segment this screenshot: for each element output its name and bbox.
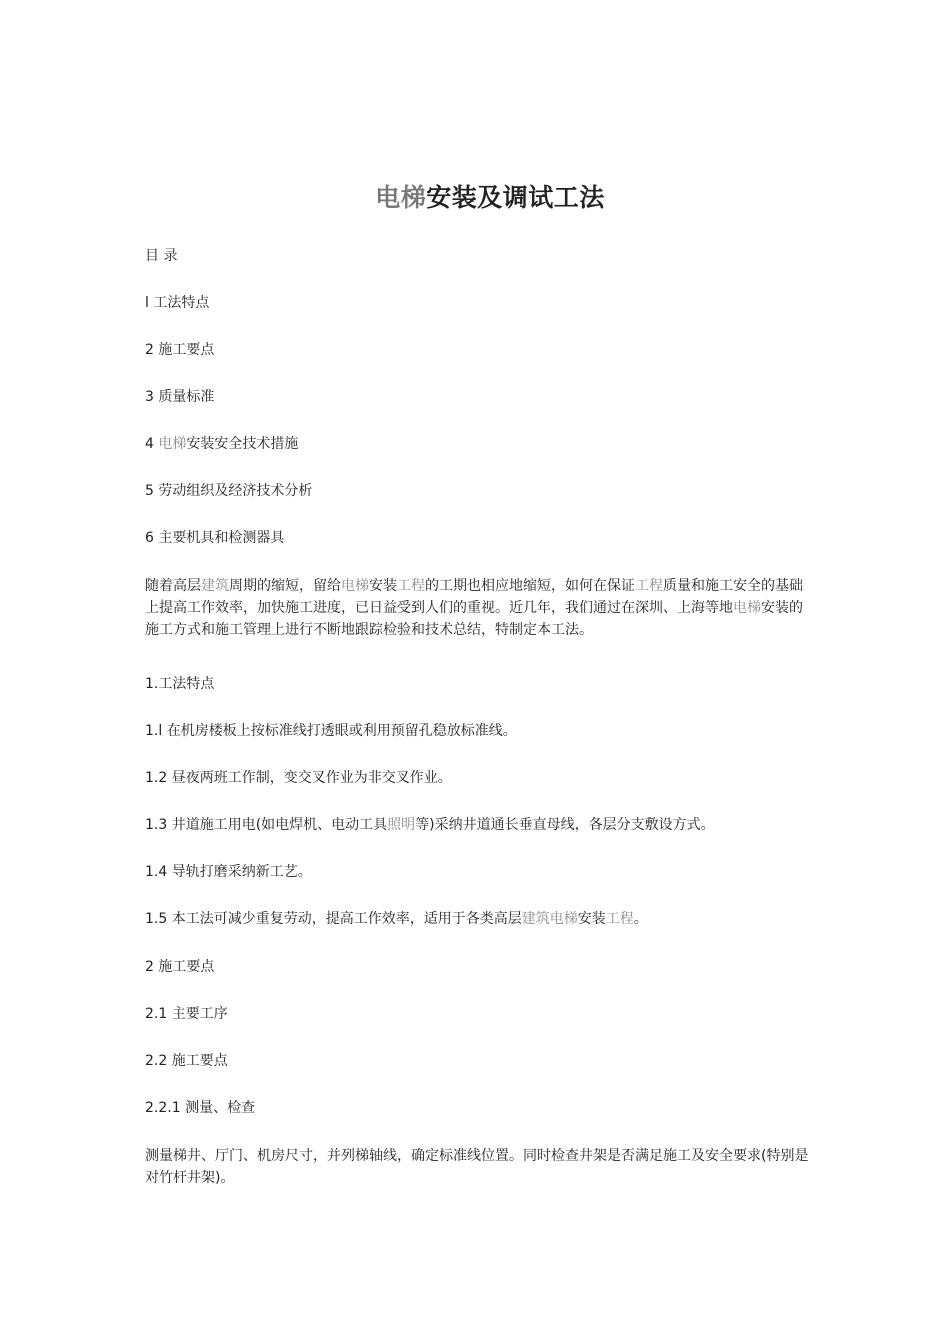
toc-item-text: 劳动组织及经济技术分析	[158, 483, 313, 499]
link-building[interactable]: 建筑	[521, 911, 550, 927]
section1-item-2	[145, 767, 815, 789]
section-title: 工法特点	[158, 676, 215, 692]
section1-item-4	[145, 861, 815, 883]
item-number: 1.5	[145, 911, 168, 927]
toc-heading: 目 录	[145, 248, 178, 264]
item-text: 井道施工用电(如电焊机、电动工具	[171, 817, 388, 833]
link-engineering[interactable]: 工程	[397, 578, 425, 594]
toc-item-text: 施工要点	[158, 342, 215, 358]
intro-text: 随着高层	[145, 578, 201, 594]
section2-paragraph: 测量梯井、厅门、机房尺寸，并列梯轴线，确定标准线位置。同时检查井架是否满足施工及安全要求(特别是对竹杆井架)。	[145, 1148, 809, 1186]
toc-item-1	[145, 292, 815, 314]
item-text: 安装	[577, 911, 606, 927]
section-title: 施工要点	[158, 959, 215, 975]
item-number: 1.l	[145, 723, 163, 739]
toc-item-text: 质量标准	[158, 389, 215, 405]
item-text: 主要工序	[171, 1006, 228, 1022]
toc-item-text: 安装安全技术措施	[186, 436, 299, 452]
item-text: 在机房楼板上按标准线打透眼或利用预留孔稳放标准线。	[166, 723, 517, 739]
section2-sub-3	[145, 1097, 815, 1119]
title-text: 安装及调试工法	[426, 183, 605, 212]
item-text: 导轨打磨采纳新工艺。	[171, 864, 312, 880]
item-text: 。	[633, 911, 648, 927]
intro-text: 的工期也相应地缩短，如何在保证	[425, 578, 635, 594]
toc-item-text: 主要机具和检测器具	[158, 530, 285, 546]
title-link-elevator[interactable]: 电梯	[375, 183, 427, 212]
link-engineering[interactable]: 工程	[605, 911, 634, 927]
toc-item-3	[145, 386, 815, 408]
toc-link-elevator[interactable]: 电梯	[158, 436, 187, 452]
link-lighting[interactable]: 照明	[387, 817, 416, 833]
link-building[interactable]: 建筑	[201, 578, 229, 594]
intro-text: 安装	[369, 578, 397, 594]
section1-heading	[145, 673, 815, 695]
section2-sub-1	[145, 1003, 815, 1025]
link-elevator[interactable]: 电梯	[549, 911, 578, 927]
toc-item-number: 4	[145, 436, 154, 452]
item-number: 2.2.1	[145, 1100, 181, 1116]
toc-item-number: 6	[145, 530, 154, 546]
toc-item-2	[145, 339, 815, 361]
item-text: 昼夜两班工作制，变交叉作业为非交叉作业。	[171, 770, 452, 786]
section2-heading	[145, 956, 815, 978]
toc-item-4	[145, 433, 815, 455]
intro-text: 质量和施工安全的基础上提高工作效率，加快施工进度，已日益受到人们的重视。近几年，我们通过在深圳、上海等地	[145, 578, 803, 616]
item-number: 2.1	[145, 1006, 168, 1022]
item-number: 1.3	[145, 817, 168, 833]
item-number: 1.4	[145, 864, 168, 880]
link-engineering[interactable]: 工程	[635, 578, 663, 594]
item-text: 测量、检查	[185, 1100, 256, 1116]
item-text: 施工要点	[171, 1053, 228, 1069]
section1-item-1	[145, 720, 815, 742]
intro-text: 安装的施工方式和施工管理上进行不断地跟踪检验和技术总结，特制定本工法。	[145, 600, 803, 638]
document-title	[0, 178, 950, 214]
item-number: 2.2	[145, 1053, 168, 1069]
item-text: 本工法可减少重复劳动，提高工作效率，适用于各类高层	[171, 911, 522, 927]
toc-item-6	[145, 527, 815, 549]
section1-item-3	[145, 814, 815, 836]
toc-item-number: 5	[145, 483, 154, 499]
intro-paragraph	[145, 575, 813, 641]
toc-item-number: l	[145, 295, 149, 311]
section-number: 2	[145, 959, 154, 975]
item-text: 等)采纳井道通长垂直母线，各层分支敷设方式。	[415, 817, 715, 833]
toc-item-number: 3	[145, 389, 154, 405]
section2-sub-2	[145, 1050, 815, 1072]
section1-item-5	[145, 908, 815, 930]
section-number: 1.	[145, 676, 159, 692]
item-number: 1.2	[145, 770, 168, 786]
intro-text: 周期的缩短，留给	[229, 578, 341, 594]
toc-item-text: 工法特点	[153, 295, 210, 311]
link-elevator[interactable]: 电梯	[733, 600, 761, 616]
toc-item-number: 2	[145, 342, 154, 358]
link-elevator[interactable]: 电梯	[341, 578, 369, 594]
toc-item-5	[145, 480, 815, 502]
